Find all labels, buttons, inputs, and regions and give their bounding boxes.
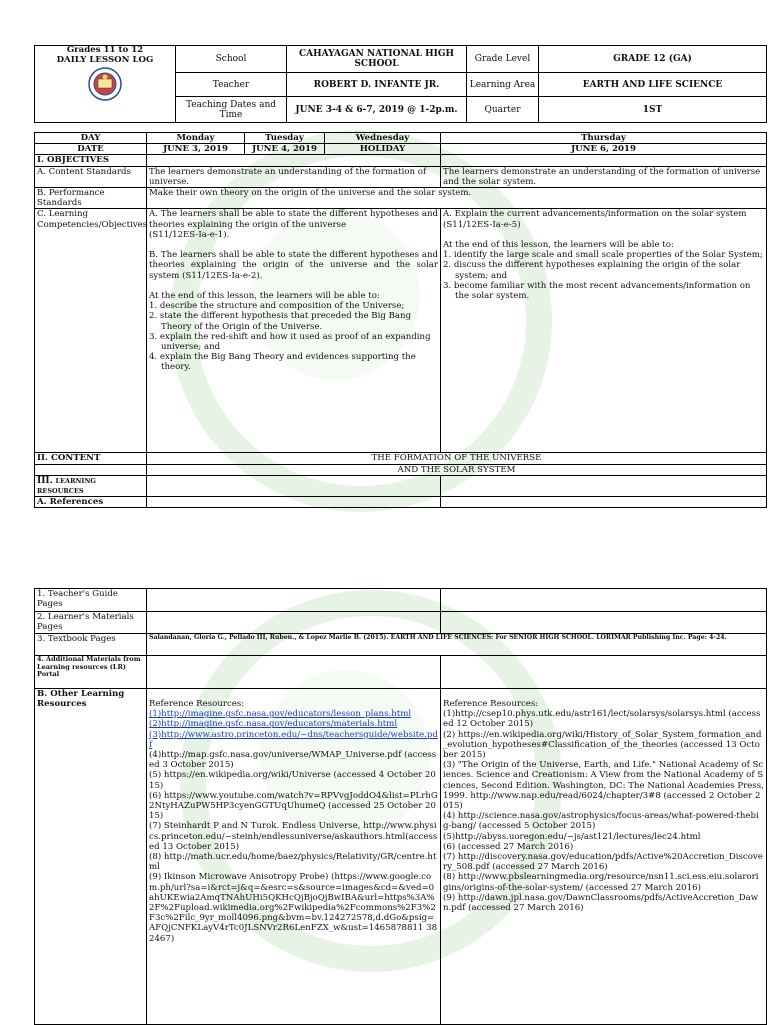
ref-item: (2) https://en.wikipedia.org/wiki/History_of_Solar_System_formation_and_evolution_hypotheses#Classification_of_the_theories (accessed 13 October 2015) bbox=[443, 729, 762, 761]
references-label: A. References bbox=[35, 497, 147, 508]
comp-left-item: 1. describe the structure and composition of the Universe; bbox=[149, 301, 405, 312]
other-resources-label: B. Other Learning Resources bbox=[35, 689, 147, 1025]
ref-link[interactable]: (1)http://imagine.gsfc.nasa.gov/educators/lesson_plans.html bbox=[149, 709, 412, 720]
comp-right-a: A. Explain the current advancements/information on the solar system (S11/12ES-Ia-e-5) bbox=[443, 209, 747, 230]
learning-resources-heading bbox=[35, 475, 147, 496]
ref-item: (3) "The Origin of the Universe, Earth, and Life." National Academy of Sciences. Science and Creationism: A View from the National Academy of Sciences, Second Edition. Washington, DC: The National Academies Press, 1999. http://www.nap.edu/read/6024/chapter/3#8 (accessed 2 October 2015) bbox=[443, 760, 764, 812]
quarter-value: 1ST bbox=[539, 97, 767, 123]
date-monday: JUNE 3, 2019 bbox=[147, 144, 245, 155]
left-ref-title: Reference Resources: bbox=[149, 699, 245, 709]
performance-standards-value: Make their own theory on the origin of the universe and the solar system. bbox=[147, 188, 767, 209]
content-standards-right: The learners demonstrate an understanding of the formation of universe and the solar system. bbox=[441, 166, 767, 187]
comp-right-item: 2. discuss the different hypotheses explaining the origin of the solar system; and bbox=[443, 260, 741, 281]
ref-item: (5)http://abyss.uoregon.edu/~js/ast121/lectures/lec24.html bbox=[443, 831, 701, 842]
ref-item: (4)http://map.gsfc.nasa.gov/universe/WMAP_Universe.pdf (accessed 3 October 2015) bbox=[149, 750, 437, 771]
ref-item: (1)http://csep10.phys.utk.edu/astr161/lect/solarsys/solarsys.html (accessed 12 October 2015) bbox=[443, 709, 761, 730]
content-standards-label: A. Content Standards bbox=[35, 166, 147, 187]
date-label: DATE bbox=[35, 144, 147, 155]
ref-item: (7) Steinhardt P and N Turok. Endless Universe, http://www.physics.princeton.edu/~steinh/endlessuniverse/askauthors.html(accessed 13 October 2015) bbox=[149, 821, 438, 852]
competencies-left bbox=[147, 209, 441, 453]
comp-right-item: 3. become familiar with the most recent advancements/information on the solar system. bbox=[443, 280, 751, 302]
comp-left-b: B. The learners shall be able to state the different hypotheses and theories explaining the origin of the universe and the solar system (S11/12ES-Ia-e-2). bbox=[149, 250, 438, 281]
ref-item: (9) Ikinson Microwave Anisotropy Probe) (https://www.google.com.ph/url?sa=i&rct=j&q=&esrc=s&source=images&cd=&ved=0ahUKEwia2AmqTNAhUHi5QKHcQjBjoQjBwIBA&url=https%3A%2F%2Fupload.wikimedia.org%2Fwikipedia%2Fcommons%2F3%2F3c%2Filc_9yr_moll4096.png&bvm=bv.124272578,d.dGo&psig=AFQjCNFKLayV4rTc0JLSNVr2R6LenFZX_w&ust=1465878811 382467) bbox=[149, 872, 438, 944]
comp-left-a-code: (S11/12ES-Ia-e-1). bbox=[149, 229, 230, 240]
learners-materials-label: 2. Learner's Materials Pages bbox=[35, 612, 147, 634]
day-monday: Monday bbox=[147, 133, 245, 144]
ref-item: (8) http://www.pbslearningmedia.org/resource/nsn11.sci.ess.eiu.solarorigins/origins-of-the-solar-system/ (accessed 27 March 2016) bbox=[443, 872, 759, 893]
date-thursday: JUNE 6, 2019 bbox=[441, 144, 767, 155]
day-wednesday: Wednesday bbox=[325, 133, 441, 144]
comp-left-a: A. The learners shall be able to state the different hypotheses and theories explaining the origin of the universe bbox=[149, 209, 438, 230]
school-value: CAHAYAGAN NATIONAL HIGH SCHOOL bbox=[287, 46, 467, 73]
school-label: School bbox=[176, 46, 287, 73]
textbook-value: Salandanan, Gloria G., Pellado III, Ruben., & Lopez Marlie B. (2015). EARTH AND LIFE SCIENCES: For SENIOR HIGH SCHOOL. LORIMAR Publishing Inc. Page: 4-24. bbox=[147, 634, 767, 656]
ref-item: (8) http://math.ucr.edu/home/baez/physics/Relativity/GR/centre.html bbox=[149, 852, 437, 873]
other-resources-right bbox=[441, 689, 767, 1025]
header-title-cell bbox=[35, 46, 176, 123]
comp-left-item: 3. explain the red-shift and how it used as proof of an expanding universe; and bbox=[149, 331, 431, 353]
comp-right-item: 1. identify the large scale and small scale properties of the Solar System; bbox=[443, 250, 763, 261]
day-thursday: Thursday bbox=[441, 133, 767, 144]
comp-left-intro: At the end of this lesson, the learners will be able to: bbox=[149, 291, 380, 302]
ref-link[interactable]: (3)http://www.astro.princeton.edu/~dns/teachersguide/website.pdf bbox=[149, 729, 438, 750]
deped-seal-icon bbox=[69, 65, 141, 101]
date-tuesday: JUNE 4, 2019 bbox=[245, 144, 325, 155]
ref-link[interactable]: (2)http://imagine.gsfc.nasa.gov/educators/materials.html bbox=[149, 719, 398, 730]
comp-left-item: 2. state the different hypothesis that preceded the Big Bang Theory of the Origin of the Universe. bbox=[149, 311, 412, 332]
dates-label: Teaching Dates and Time bbox=[176, 97, 287, 123]
grade-level-label: Grade Level bbox=[467, 46, 539, 73]
teachers-guide-label: 1. Teacher's Guide Pages bbox=[35, 589, 147, 612]
content-line-1: THE FORMATION OF THE UNIVERSE bbox=[147, 453, 767, 464]
day-label: DAY bbox=[35, 133, 147, 144]
date-wednesday: HOLIDAY bbox=[325, 144, 441, 155]
additional-materials-label: 4. Additional Materials from Learning resources (LR) Portal bbox=[35, 656, 147, 689]
ref-item: (4) http://science.nasa.gov/astrophysics/focus-areas/what-powered-thebig-bang/ (accessed 5 October 2015) bbox=[443, 811, 759, 832]
right-ref-title: Reference Resources: bbox=[443, 699, 539, 709]
lesson-log-main bbox=[34, 132, 767, 508]
resources-heading-rest: LEARNING RESOURCES bbox=[37, 476, 96, 496]
content-line-2: AND THE SOLAR SYSTEM bbox=[147, 464, 767, 475]
other-resources-left bbox=[147, 689, 441, 1025]
learning-area-value: EARTH AND LIFE SCIENCE bbox=[539, 73, 767, 97]
competencies-label: C. Learning Competencies/Objectives bbox=[35, 209, 147, 453]
competencies-right bbox=[441, 209, 767, 453]
ref-item: (6) https://www.youtube.com/watch?v=RPVvgJoddO4&list=PLrhG2NtyHAZuPW5HP3cyenGGTUqUhumeQ (accessed 25 October 2015) bbox=[149, 790, 438, 822]
performance-standards-label: B. Performance Standards bbox=[35, 188, 147, 209]
grade-level-value: GRADE 12 (GA) bbox=[539, 46, 767, 73]
lesson-log-resources bbox=[34, 588, 767, 1025]
teacher-value: ROBERT D. INFANTE JR. bbox=[287, 73, 467, 97]
teacher-label: Teacher bbox=[176, 73, 287, 97]
ref-item: (9) http://dawn.jpl.nasa.gov/DawnClassrooms/pdfs/ActiveAccretion_Dawn.pdf (accessed 27 March 2016) bbox=[443, 892, 759, 914]
ref-item: (5) https://en.wikipedia.org/wiki/Universe (accessed 4 October 2015) bbox=[149, 770, 436, 791]
objectives-heading: I. OBJECTIVES bbox=[35, 155, 147, 166]
ref-item: (7) http://discovery.nasa.gov/education/pdfs/Active%20Accretion_Discovery_508.pdf (accessed 27 March 2016) bbox=[443, 852, 763, 873]
lesson-log-header bbox=[34, 45, 767, 123]
content-heading: II. CONTENT bbox=[35, 453, 147, 464]
textbook-label: 3. Textbook Pages bbox=[35, 634, 147, 656]
log-title: Grades 11 to 12 DAILY LESSON LOG bbox=[56, 45, 154, 65]
learning-area-label: Learning Area bbox=[467, 73, 539, 97]
content-standards-left: The learners demonstrate an understanding of the formation of universe. bbox=[147, 166, 441, 187]
dates-value: JUNE 3-4 & 6-7, 2019 @ 1-2p.m. bbox=[287, 97, 467, 123]
comp-left-item: 4. explain the Big Bang Theory and evidences supporting the theory. bbox=[149, 352, 416, 373]
day-tuesday: Tuesday bbox=[245, 133, 325, 144]
ref-item: (6) (accessed 27 March 2016) bbox=[443, 841, 574, 852]
resources-prefix: III. bbox=[37, 475, 53, 486]
comp-right-intro: At the end of this lesson, the learners will be able to: bbox=[443, 240, 674, 251]
quarter-label: Quarter bbox=[467, 97, 539, 123]
